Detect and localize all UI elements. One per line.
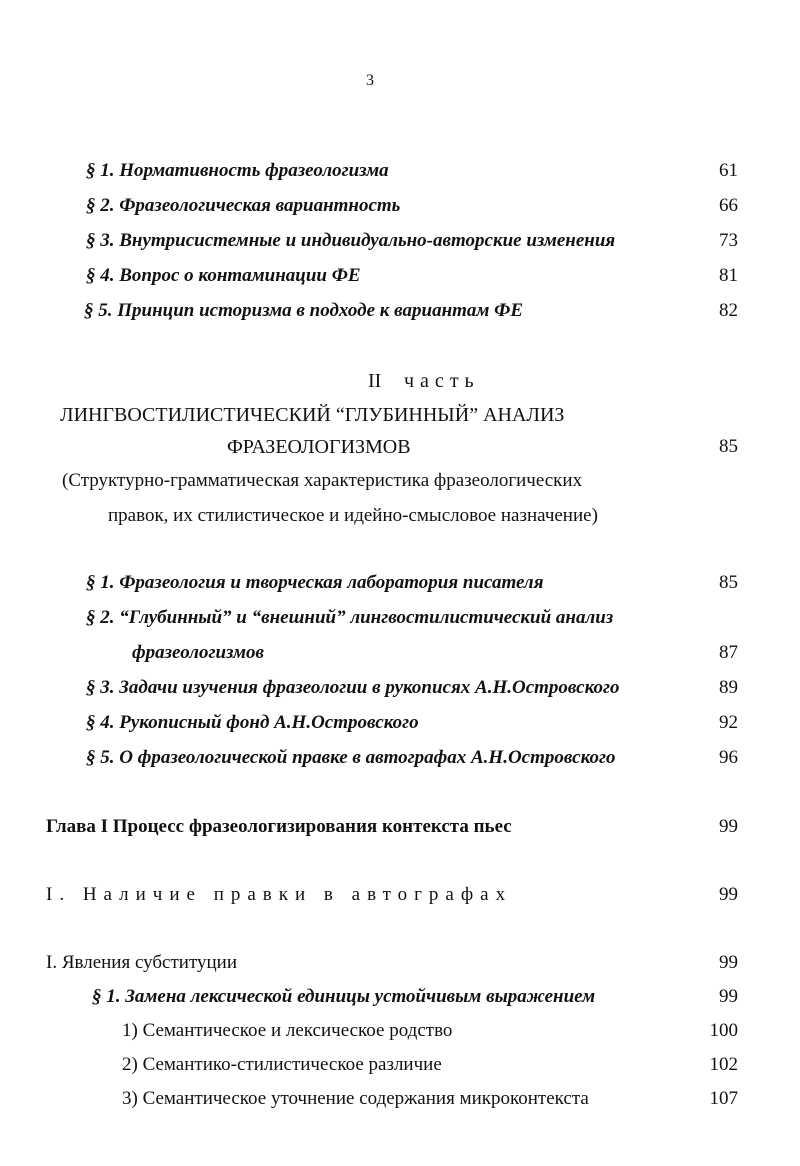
toc-entry-page: 82: [719, 300, 738, 321]
para1-entry: [0, 982, 800, 1012]
presence-entry: [0, 880, 800, 910]
toc-entry-page: 92: [719, 712, 738, 733]
toc-entry-label: § 1. Фразеология и творческая лаборатория писателя: [86, 572, 544, 593]
toc-entry: [0, 156, 800, 186]
toc-entry: [0, 191, 800, 221]
toc-entry: [0, 673, 800, 703]
toc-entry: [0, 296, 800, 326]
page-number: 3: [366, 72, 374, 89]
toc-entry-label: § 3. Внутрисистемные и индивидуально-авторские изменения: [86, 230, 616, 251]
toc-entry-label: § 5. Принцип историзма в подходе к вариантам ФЕ: [84, 300, 523, 321]
toc-entry-label: § 4. Рукописный фонд А.Н.Островского: [86, 712, 419, 733]
toc-entry-label: § 3. Задачи изучения фразеологии в рукописях А.Н.Островского: [86, 677, 620, 698]
substitution-entry: [0, 948, 800, 978]
sub-item-label: 3) Семантическое уточнение содержания микроконтекста: [122, 1088, 589, 1109]
sub-item-page: 102: [709, 1054, 738, 1075]
sub-item: [0, 1084, 800, 1114]
sub-item-page: 100: [709, 1020, 738, 1041]
toc-entry-page: 87: [719, 642, 738, 663]
para1-label: § 1. Замена лексической единицы устойчивым выражением: [92, 986, 596, 1007]
chapter-page: 99: [719, 816, 738, 837]
toc-entry-label: § 1. Нормативность фразеологизма: [86, 160, 389, 181]
toc-entry: [0, 226, 800, 256]
toc-entry-page: 61: [719, 160, 738, 181]
sub-item-label: 1) Семантическое и лексическое родство: [122, 1020, 453, 1041]
substitution-page: 99: [719, 952, 738, 973]
chapter-entry: [0, 812, 800, 842]
sub-item: [0, 1016, 800, 1046]
toc-entry-page: 66: [719, 195, 738, 216]
para1-page: 99: [719, 986, 738, 1007]
toc-entry: [0, 568, 800, 598]
part-word: часть: [404, 370, 480, 392]
toc-entry-page: 89: [719, 677, 738, 698]
toc-entry-label: § 2. Фразеологическая вариантность: [86, 195, 401, 216]
presence-page: 99: [719, 884, 738, 905]
toc-entry: [0, 708, 800, 738]
sub-item: [0, 1050, 800, 1080]
substitution-label: I. Явления субституции: [46, 952, 238, 973]
sub-item-page: 107: [709, 1088, 738, 1109]
toc-entry: [0, 743, 800, 773]
toc-entry-page: 73: [719, 230, 738, 251]
toc-entry-label: § 2. “Глубинный” и “внешний” лингвостилистический анализ: [86, 607, 614, 628]
toc-entry: [0, 603, 800, 633]
toc-entry: [0, 638, 800, 668]
toc-entry-label: фразеологизмов: [132, 642, 264, 663]
toc-entry: [0, 261, 800, 291]
part-roman: II: [368, 370, 382, 392]
toc-entry-page: 96: [719, 747, 738, 768]
chapter-label: Глава I Процесс фразеологизирования контекста пьес: [46, 816, 512, 837]
toc-entry-page: 85: [719, 572, 738, 593]
sub-item-label: 2) Семантико-стилистическое различие: [122, 1054, 442, 1075]
toc-entry-label: § 5. О фразеологической правке в автографах А.Н.Островского: [86, 747, 616, 768]
presence-label: I. Наличие правки в автографах: [46, 884, 513, 905]
toc-entry-label: § 4. Вопрос о контаминации ФЕ: [86, 265, 361, 286]
part-title-page: 85: [719, 436, 738, 457]
toc-entry-page: 81: [719, 265, 738, 286]
